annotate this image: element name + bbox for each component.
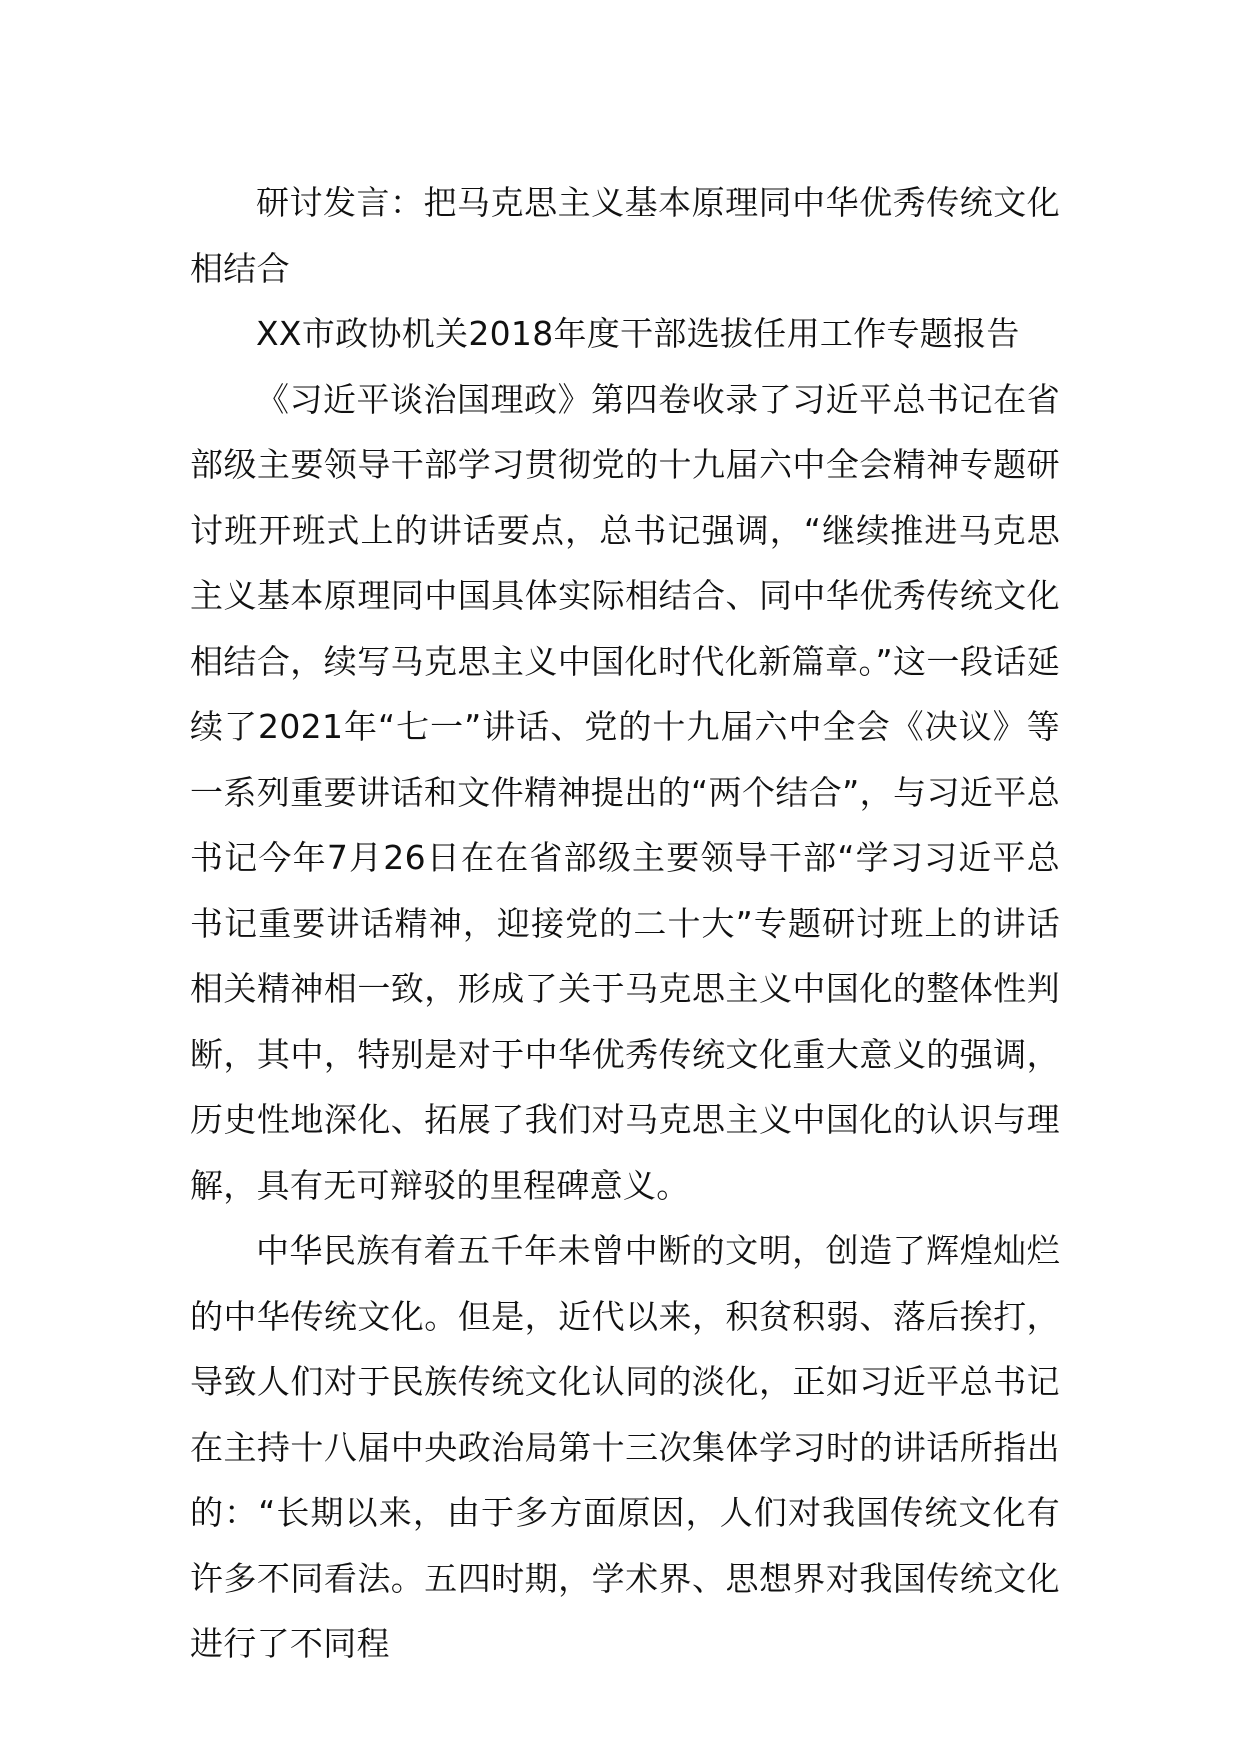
document-title: 研讨发言：把马克思主义基本原理同中华优秀传统文化相结合 bbox=[190, 183, 1060, 288]
body-paragraph-2: 中华民族有着五千年未曾中断的文明，创造了辉煌灿烂的中华传统文化。但是，近代以来，积贫积弱、落后挨打，导致人们对于民族传统文化认同的淡化，正如习近平总书记在主持十八届中央政治局第十三次集体学习时的讲话所指出的：“长期以来，由于多方面原因，人们对我国传统文化有许多不同看法。五四时期，学术界、思想界对我国传统文化进行了不同程 bbox=[190, 1231, 1060, 1663]
document-subtitle: XX市政协机关2018年度干部选拔任用工作专题报告 bbox=[256, 314, 1020, 353]
body-paragraph-1: 《习近平谈治国理政》第四卷收录了习近平总书记在省部级主要领导干部学习贯彻党的十九届六中全会精神专题研讨班开班式上的讲话要点，总书记强调，“继续推进马克思主义基本原理同中国具体实际相结合、同中华优秀传统文化相结合，续写马克思主义中国化时代化新篇章。”这一段话延续了2021年“七一”讲话、党的十九届六中全会《决议》等一系列重要讲话和文件精神提出的“两个结合”，与习近平总书记今年7月26日在在省部级主要领导干部“学习习近平总书记重要讲话精神，迎接党的二十大”专题研讨班上的讲话相关精神相一致，形成了关于马克思主义中国化的整体性判断，其中，特别是对于中华优秀传统文化重大意义的强调，历史性地深化、拓展了我们对马克思主义中国化的认识与理解，具有无可辩驳的里程碑意义。 bbox=[190, 379, 1060, 1205]
document-body bbox=[190, 170, 1060, 1677]
